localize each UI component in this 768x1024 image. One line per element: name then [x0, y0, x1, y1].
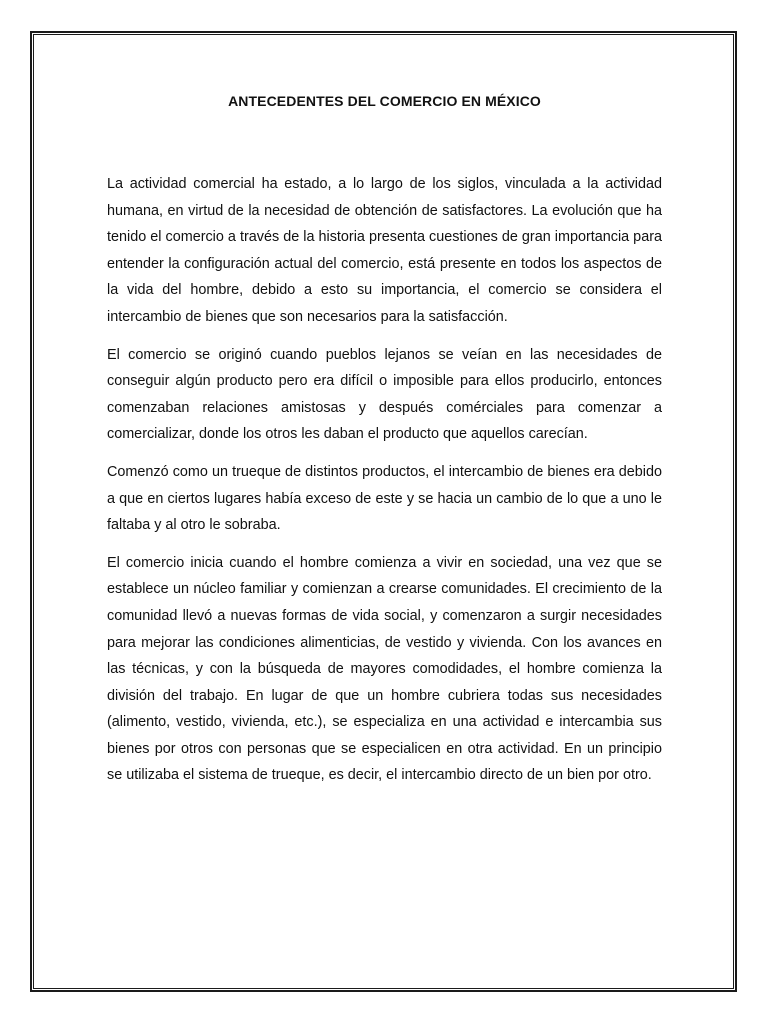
paragraph-2: El comercio se originó cuando pueblos lejanos se veían en las necesidades de conseguir algún producto pero era difícil o imposible para ellos producirlo, entonces comenzaban relaciones amistosas y después comérciales para comenzar a comercializar, donde los otros les daban el producto que aquellos carecían.	[107, 346, 662, 443]
document-title: ANTECEDENTES DEL COMERCIO EN MÉXICO	[228, 93, 541, 109]
document-content	[107, 91, 662, 800]
paragraph-3: Comenzó como un trueque de distintos productos, el intercambio de bienes era debido a que en ciertos lugares había exceso de este y se hacia un cambio de lo que a uno le faltaba y al otro le sobraba.	[107, 463, 662, 534]
paragraph-4: El comercio inicia cuando el hombre comienza a vivir en sociedad, una vez que se establece un núcleo familiar y comienzan a crearse comunidades. El crecimiento de la comunidad llevó a nuevas formas de vida social, y comenzaron a surgir necesidades para mejorar las condiciones alimenticias, de vestido y vivienda. Con los avances en las técnicas, y con la búsqueda de mayores comodidades, el hombre comienza la división del trabajo. En lugar de que un hombre cubriera todas sus necesidades (alimento, vestido, vivienda, etc.), se especializa en una actividad e intercambia sus bienes por otros con personas que se especialicen en otra actividad. En un principio se utilizaba el sistema de trueque, es decir, el intercambio directo de un bien por otro.	[107, 554, 662, 784]
paragraph-1: La actividad comercial ha estado, a lo largo de los siglos, vinculada a la actividad humana, en virtud de la necesidad de obtención de satisfactores. La evolución que ha tenido el comercio a través de la historia presenta cuestiones de gran importancia para entender la configuración actual del comercio, está presente en todos los aspectos de la vida del hombre, debido a esto su importancia, el comercio se considera el intercambio de bienes que son necesarios para la satisfacción.	[107, 176, 662, 325]
document-body	[107, 171, 662, 789]
